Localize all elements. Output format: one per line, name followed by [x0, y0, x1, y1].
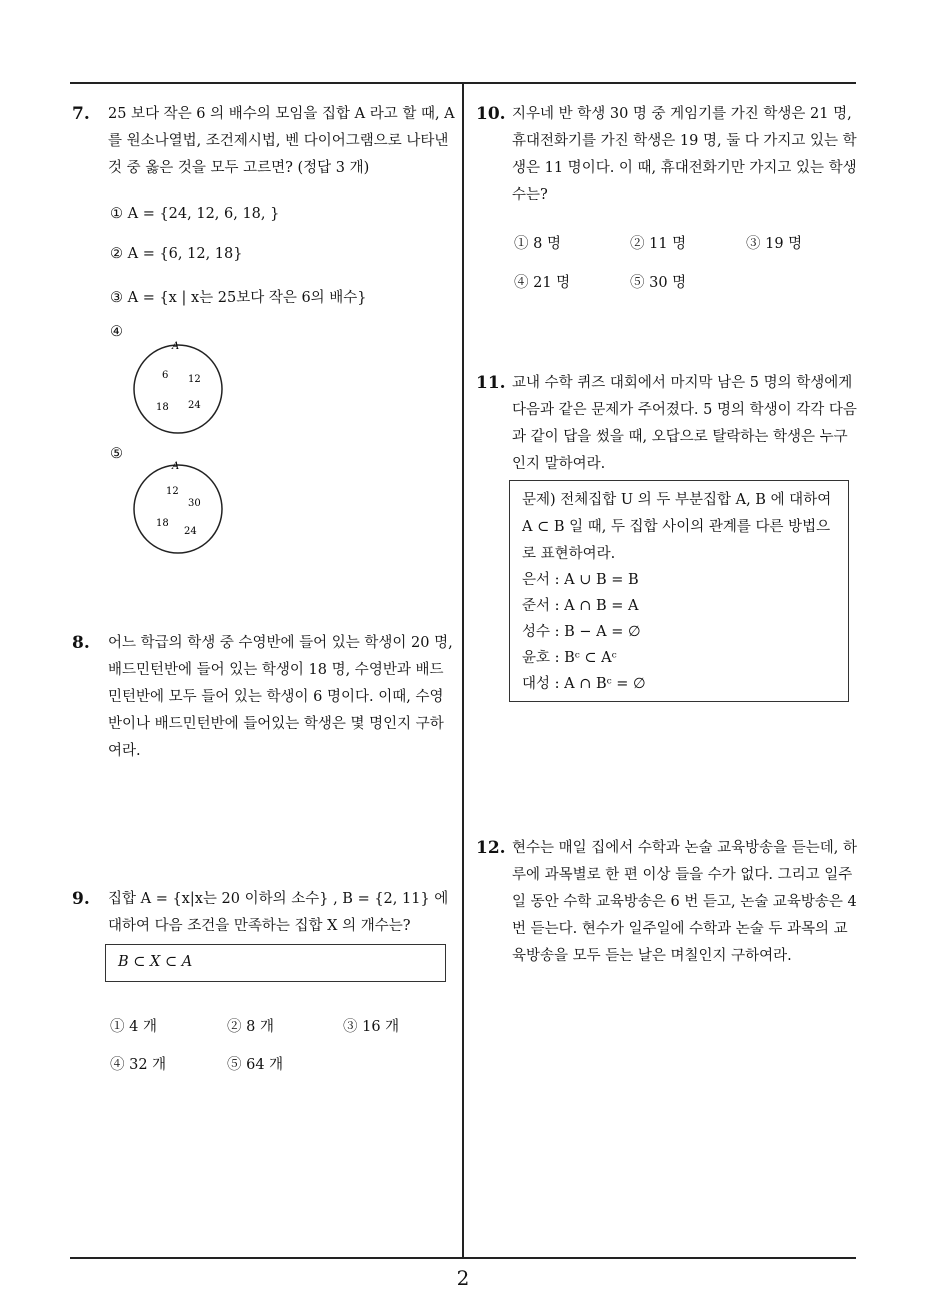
- venn-element: 12: [188, 374, 201, 385]
- page-number: 2: [456, 1266, 470, 1290]
- question-text: 집합 A = {x|x는 20 이하의 소수} , B = {2, 11} 에 대하여 다음 조건을 만족하는 집합 X 의 개수는?: [108, 891, 449, 934]
- question-7: [72, 101, 457, 182]
- q9-choice-2: ② 8 개: [227, 1019, 274, 1035]
- q11-answer: 성수 : B − A = ∅: [522, 624, 641, 640]
- q7-option-2: ② A = {6, 12, 18}: [110, 246, 243, 262]
- q9-choice-4: ④ 32 개: [110, 1057, 167, 1073]
- question-text: 25 보다 작은 6 의 배수의 모임을 집합 A 라고 할 때, A 를 원소나열법, 조건제시법, 벤 다이어그램으로 나타낸 것 중 옳은 것을 모두 고르면? (정답 3 개): [108, 106, 455, 176]
- venn-element: 18: [156, 402, 169, 413]
- q7-venn-diagram-4: [132, 340, 232, 438]
- q11-answer: 준서 : A ∩ B = A: [522, 598, 639, 614]
- q11-problem-statement: 문제) 전체집합 U 의 두 부분집합 A, B 에 대하여 A ⊂ B 일 때, 두 집합 사이의 관계를 다른 방법으로 표현하여라.: [522, 492, 832, 562]
- q9-choice-5: ⑤ 64 개: [227, 1057, 284, 1073]
- q9-condition-box: [105, 944, 446, 982]
- q7-venn-diagram-5: [132, 460, 232, 558]
- q7-option-3: ③ A = {x | x는 25보다 작은 6의 배수}: [110, 290, 367, 306]
- venn-set-label: A: [172, 341, 180, 352]
- question-number: 12.: [476, 838, 506, 858]
- question-number: 10.: [476, 104, 506, 124]
- q7-option-1: ① A = {24, 12, 6, 18, }: [110, 206, 280, 222]
- bottom-rule: [70, 1257, 856, 1259]
- q11-answer: 대성 : A ∩ Bᶜ = ∅: [522, 676, 646, 692]
- question-number: 8.: [72, 633, 90, 653]
- question-8: [72, 630, 457, 765]
- q10-choice-5: ⑤ 30 명: [630, 275, 687, 291]
- question-text: 지우네 반 학생 30 명 중 게임기를 가진 학생은 21 명, 휴대전화기를 가진 학생은 19 명, 둘 다 가지고 있는 학생은 11 명이다. 이 때, 휴대전화기만 가지고 있는 학생 수는?: [512, 106, 857, 203]
- q7-option-5-mark: ⑤: [110, 446, 123, 462]
- question-10: [476, 101, 860, 209]
- question-number: 9.: [72, 889, 90, 909]
- q9-choice-1: ① 4 개: [110, 1019, 157, 1035]
- question-9: [72, 886, 457, 940]
- q11-answer: 은서 : A ∪ B = B: [522, 572, 639, 588]
- venn-element: 24: [184, 526, 197, 537]
- venn-element: 6: [162, 370, 169, 381]
- q10-choice-2: ② 11 명: [630, 236, 687, 252]
- q9-condition: B ⊂ X ⊂ A: [118, 954, 193, 970]
- q10-choice-1: ① 8 명: [514, 236, 561, 252]
- question-number: 7.: [72, 104, 90, 124]
- q10-choice-3: ③ 19 명: [746, 236, 803, 252]
- venn-set-label: A: [172, 461, 180, 472]
- question-12: [476, 835, 860, 970]
- q10-choice-4: ④ 21 명: [514, 275, 571, 291]
- column-divider: [462, 82, 464, 1258]
- q11-problem-box: [509, 480, 849, 702]
- venn-element: 24: [188, 400, 201, 411]
- question-text: 어느 학급의 학생 중 수영반에 들어 있는 학생이 20 명, 배드민턴반에 들어 있는 학생이 18 명, 수영반과 배드민턴반에 모두 들어 있는 학생이 6 명이다. 이때, 수영반이나 배드민턴반에 들어있는 학생은 몇 명인지 구하여라.: [108, 635, 453, 759]
- question-text: 현수는 매일 집에서 수학과 논술 교육방송을 듣는데, 하루에 과목별로 한 편 이상 들을 수가 없다. 그리고 일주일 동안 수학 교육방송은 6 번 듣고, 논술 교육방송은 4 번 듣는다. 현수가 일주일에 수학과 논술 두 과목의 교육방송을 모두 듣는 날은 며칠인지 구하여라.: [512, 840, 858, 964]
- venn-element: 30: [188, 498, 201, 509]
- question-number: 11.: [476, 373, 506, 393]
- q11-answer: 윤호 : Bᶜ ⊂ Aᶜ: [522, 650, 617, 666]
- question-text: 교내 수학 퀴즈 대회에서 마지막 남은 5 명의 학생에게 다음과 같은 문제가 주어졌다. 5 명의 학생이 각각 다음과 같이 답을 썼을 때, 오답으로 탈락하는 학생은 누구인지 말하여라.: [512, 375, 857, 472]
- venn-element: 18: [156, 518, 169, 529]
- question-11: [476, 370, 860, 478]
- venn-element: 12: [166, 486, 179, 497]
- q7-option-4-mark: ④: [110, 324, 123, 340]
- q9-choice-3: ③ 16 개: [343, 1019, 400, 1035]
